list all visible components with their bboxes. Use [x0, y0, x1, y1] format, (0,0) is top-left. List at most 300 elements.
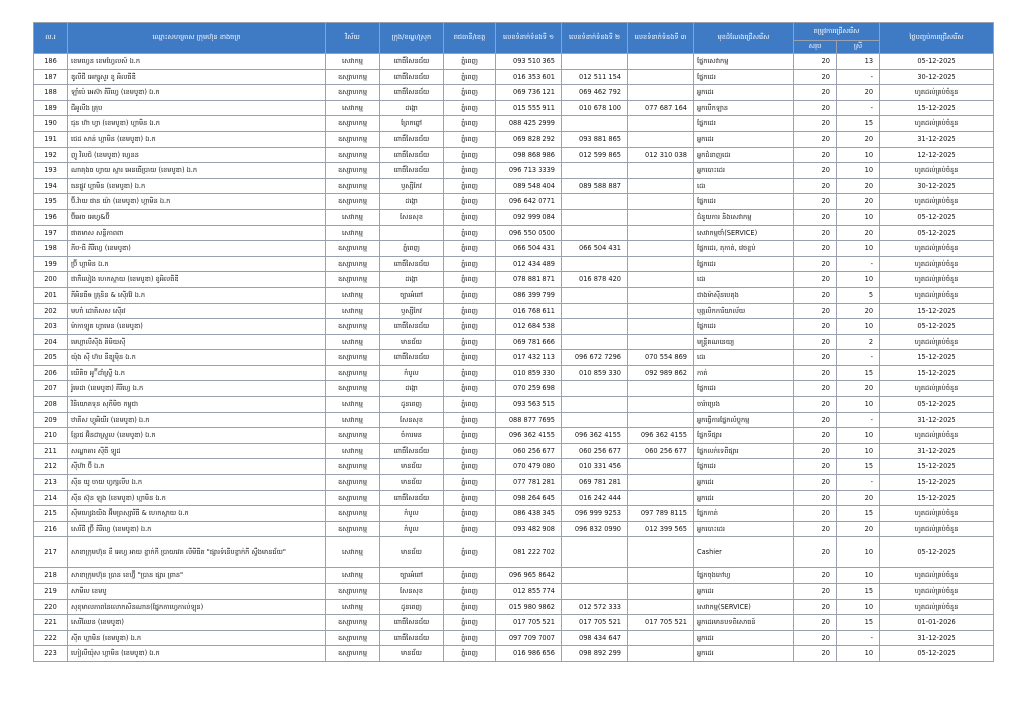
district-cell: ឫស្សីកែវ [380, 303, 444, 319]
province-cell: ភ្នំពេញ [444, 397, 496, 413]
female-needed-cell: - [837, 69, 880, 85]
district-cell: ព្រែកព្នៅ [380, 116, 444, 132]
table-row [34, 506, 994, 522]
position-cell: អ្នកជំនាញដេរ [694, 147, 794, 163]
province-cell: ភ្នំពេញ [444, 350, 496, 366]
category-cell: សេវាកម្ម [326, 54, 380, 70]
category-cell: ឧស្សាហកម្ម [326, 69, 380, 85]
row-number: 216 [34, 521, 68, 537]
district-cell: ច្បារអំពៅ [380, 287, 444, 303]
category-cell: សេវាកម្ម [326, 443, 380, 459]
phone-1-cell: 086 438 345 [496, 506, 562, 522]
district-cell: កំបូល [380, 365, 444, 381]
company-name-cell: សណ្ឋាគារ ស៊ីធី ឡូដ [68, 443, 326, 459]
province-cell: ភ្នំពេញ [444, 630, 496, 646]
total-needed-cell: 20 [794, 381, 837, 397]
category-cell: ឧស្សាហកម្ម [326, 490, 380, 506]
phone-1-cell: 012 684 538 [496, 319, 562, 335]
row-number: 209 [34, 412, 68, 428]
total-needed-cell: 20 [794, 334, 837, 350]
phone-3-cell [628, 334, 694, 350]
total-needed-cell: 20 [794, 475, 837, 491]
total-needed-cell: 20 [794, 225, 837, 241]
row-number: 194 [34, 178, 68, 194]
province-cell: ភ្នំពេញ [444, 334, 496, 350]
position-cell: ផ្នែកកាត់ [694, 506, 794, 522]
deadline-cell: 15-12-2025 [880, 490, 994, 506]
phone-1-cell: 070 479 080 [496, 459, 562, 475]
phone-1-cell: 069 781 666 [496, 334, 562, 350]
company-name-cell: ធនផ្លូវ ហ្គាមិន (ខេមបូឌា) ឯ.ក [68, 178, 326, 194]
total-needed-cell: 20 [794, 163, 837, 179]
company-name-cell: យ៉ុង ស៊ី ហ៊ប នីឌ្យូម៉ិន ឯ.ក [68, 350, 326, 366]
total-needed-cell: 20 [794, 194, 837, 210]
province-cell: ភ្នំពេញ [444, 147, 496, 163]
position-cell: ចារ៉ាប្រេង [694, 397, 794, 413]
phone-1-cell: 078 881 871 [496, 272, 562, 288]
district-cell: ពោធិ៍សែនជ័យ [380, 490, 444, 506]
table-row [34, 428, 994, 444]
total-needed-cell: 20 [794, 241, 837, 257]
category-cell: ឧស្សាហកម្ម [326, 506, 380, 522]
female-needed-cell: 15 [837, 584, 880, 600]
phone-2-cell [562, 225, 628, 241]
phone-2-cell: 060 256 677 [562, 443, 628, 459]
district-cell: ពោធិ៍សែនជ័យ [380, 256, 444, 272]
phone-1-cell: 093 482 908 [496, 521, 562, 537]
district-cell: មានជ័យ [380, 646, 444, 662]
phone-1-cell: 092 999 084 [496, 209, 562, 225]
province-cell: ភ្នំពេញ [444, 506, 496, 522]
company-name-cell: ស៊ីត ហ្គាមិន (ខេមបូឌា) ឯ.ក [68, 630, 326, 646]
female-needed-cell: 10 [837, 241, 880, 257]
deadline-cell: ហូតដល់គ្រប់ចំនួន [880, 521, 994, 537]
phone-2-cell [562, 287, 628, 303]
company-name-cell: ឌូលីជី អេក្សូសួរ ខូ អិលធីឌី [68, 69, 326, 85]
company-name-cell: សាខាក្រុមហ៊ុន ខឹ អេហ្វ អាយ ខ្ទាក់កី ប្រាយវេត លីមីធីត "ផ្សារទំនើបខ្ទាក់កី ស្ទឹងមានជ័យ" [68, 537, 326, 568]
job-listing-page [33, 22, 993, 662]
category-cell: ឧស្សាហកម្ម [326, 365, 380, 381]
category-cell: ឧស្សាហកម្ម [326, 459, 380, 475]
position-cell: អ្នកបើកឡាន [694, 100, 794, 116]
deadline-cell: ហូតដល់គ្រប់ចំនួន [880, 163, 994, 179]
category-cell: ឧស្សាហកម្ម [326, 630, 380, 646]
phone-2-cell [562, 116, 628, 132]
row-number: 222 [34, 630, 68, 646]
table-row [34, 116, 994, 132]
category-cell: ឧស្សាហកម្ម [326, 272, 380, 288]
district-cell: ពោធិ៍សែនជ័យ [380, 350, 444, 366]
deadline-cell: 31-12-2025 [880, 443, 994, 459]
deadline-cell: 05-12-2025 [880, 54, 994, 70]
total-needed-cell: 20 [794, 54, 837, 70]
district-cell: ដូនពេញ [380, 599, 444, 615]
phone-1-cell: 093 563 515 [496, 397, 562, 413]
company-name-cell: សាមីល ខេមបូ [68, 584, 326, 600]
phone-2-cell [562, 568, 628, 584]
phone-3-cell [628, 568, 694, 584]
header-position: មុខដំណែងជ្រើសរើស [694, 23, 794, 54]
deadline-cell: 31-12-2025 [880, 630, 994, 646]
deadline-cell: 05-12-2025 [880, 225, 994, 241]
female-needed-cell: 20 [837, 85, 880, 101]
row-number: 190 [34, 116, 68, 132]
total-needed-cell: 20 [794, 490, 837, 506]
deadline-cell: 05-12-2025 [880, 646, 994, 662]
phone-2-cell [562, 163, 628, 179]
province-cell: ភ្នំពេញ [444, 490, 496, 506]
deadline-cell: ហូតដល់គ្រប់ចំនួន [880, 241, 994, 257]
row-number: 213 [34, 475, 68, 491]
phone-2-cell: 069 781 281 [562, 475, 628, 491]
province-cell: ភ្នំពេញ [444, 599, 496, 615]
category-cell: ឧស្សាហកម្ម [326, 381, 380, 397]
female-needed-cell: 15 [837, 116, 880, 132]
row-number: 223 [34, 646, 68, 662]
table-row [34, 365, 994, 381]
phone-1-cell: 016 353 601 [496, 69, 562, 85]
table-row [34, 381, 994, 397]
phone-1-cell: 012 855 774 [496, 584, 562, 600]
female-needed-cell: 10 [837, 163, 880, 179]
district-cell: ពោធិ៍សែនជ័យ [380, 319, 444, 335]
phone-3-cell [628, 225, 694, 241]
deadline-cell: ហូតដល់គ្រប់ចំនួន [880, 568, 994, 584]
province-cell: ភ្នំពេញ [444, 303, 496, 319]
table-row [34, 241, 994, 257]
position-cell: អ្នកដេរ [694, 131, 794, 147]
table-row [34, 599, 994, 615]
table-row [34, 630, 994, 646]
row-number: 186 [34, 54, 68, 70]
total-needed-cell: 20 [794, 568, 837, 584]
category-cell: ឧស្សាហកម្ម [326, 131, 380, 147]
phone-3-cell [628, 646, 694, 662]
deadline-cell: 15-12-2025 [880, 365, 994, 381]
phone-1-cell: 086 399 799 [496, 287, 562, 303]
total-needed-cell: 20 [794, 615, 837, 631]
female-needed-cell: 10 [837, 319, 880, 335]
header-phone-1: លេខទំនាក់ទំនងទី ១ [496, 23, 562, 54]
phone-1-cell: 096 642 0771 [496, 194, 562, 210]
position-cell: អ្នកដេរ [694, 475, 794, 491]
position-cell: ដេរ [694, 178, 794, 194]
female-needed-cell: 10 [837, 209, 880, 225]
phone-1-cell: 016 768 611 [496, 303, 562, 319]
phone-1-cell: 081 222 702 [496, 537, 562, 568]
table-row [34, 225, 994, 241]
table-row [34, 131, 994, 147]
company-name-cell: ជុន ហ៊ា ហ្វា (ខេមបូឌា) ហ្គាមិន ឯ.ក [68, 116, 326, 132]
total-needed-cell: 20 [794, 303, 837, 319]
province-cell: ភ្នំពេញ [444, 241, 496, 257]
company-name-cell: ប៊ី.វ៉ាយ ផាន យ៉ា (ខេមបូឌា) ហ្គាមិន ឯ.ក [68, 194, 326, 210]
district-cell: ពោធិ៍សែនជ័យ [380, 443, 444, 459]
row-number: 217 [34, 537, 68, 568]
province-cell: ភ្នំពេញ [444, 521, 496, 537]
table-row [34, 397, 994, 413]
position-cell: ជាងម៉ាស៊ីនបេតុង [694, 287, 794, 303]
province-cell: ភ្នំពេញ [444, 272, 496, 288]
position-cell: ផ្នែកចុងភៅហ្វ [694, 568, 794, 584]
deadline-cell: ហូតដល់គ្រប់ចំនួន [880, 506, 994, 522]
phone-3-cell: 096 362 4155 [628, 428, 694, 444]
total-needed-cell: 20 [794, 365, 837, 381]
phone-2-cell: 016 878 420 [562, 272, 628, 288]
phone-2-cell: 010 859 330 [562, 365, 628, 381]
category-cell: ឧស្សាហកម្ម [326, 241, 380, 257]
category-cell: ឧស្សាហកម្ម [326, 256, 380, 272]
female-needed-cell: 15 [837, 365, 880, 381]
table-row [34, 568, 994, 584]
phone-3-cell [628, 178, 694, 194]
table-row [34, 459, 994, 475]
district-cell: សែនសុខ [380, 584, 444, 600]
female-needed-cell: 20 [837, 381, 880, 397]
company-name-cell: ផាតមាស សន្តិភាពពា [68, 225, 326, 241]
row-number: 208 [34, 397, 68, 413]
deadline-cell: 15-12-2025 [880, 100, 994, 116]
table-row [34, 147, 994, 163]
company-name-cell: ភីអិនធីឲ គ្រុនិន & ស៊ើរវ៉ែ ឯ.ក [68, 287, 326, 303]
phone-2-cell [562, 381, 628, 397]
phone-3-cell [628, 241, 694, 257]
total-needed-cell: 20 [794, 256, 837, 272]
category-cell: ឧស្សាហកម្ម [326, 475, 380, 491]
position-cell: អ្នកធ្វើការផ្នែកលំប្លុកម្ម [694, 412, 794, 428]
phone-3-cell: 012 399 565 [628, 521, 694, 537]
position-cell: Cashier [694, 537, 794, 568]
company-name-cell: ប៊ីអេច អេហ្វ&ប៊ី [68, 209, 326, 225]
job-listing-table [33, 22, 994, 662]
header-province: រាជធានី/ខេត្ត [444, 23, 496, 54]
table-row [34, 54, 994, 70]
district-cell: សែនសុខ [380, 209, 444, 225]
phone-3-cell [628, 599, 694, 615]
row-number: 187 [34, 69, 68, 85]
phone-1-cell: 088 877 7695 [496, 412, 562, 428]
company-name-cell: ស៊ីមហ្សេងយិង អ៊ីមព្រស្សារីធី & ហេកស្តាយ ឯ.ក [68, 506, 326, 522]
phone-2-cell [562, 54, 628, 70]
total-needed-cell: 20 [794, 443, 837, 459]
row-number: 214 [34, 490, 68, 506]
phone-3-cell [628, 475, 694, 491]
row-number: 201 [34, 287, 68, 303]
female-needed-cell: - [837, 256, 880, 272]
district-cell: ពោធិ៍សែនជ័យ [380, 147, 444, 163]
phone-2-cell: 016 242 444 [562, 490, 628, 506]
position-cell: ផ្នែកដេរ [694, 381, 794, 397]
phone-1-cell: 060 256 677 [496, 443, 562, 459]
position-cell: អ្នកដេរ [694, 85, 794, 101]
province-cell: ភ្នំពេញ [444, 365, 496, 381]
company-name-cell: វិនិយោគទុន សុភីមិច កម្ពុជា [68, 397, 326, 413]
category-cell: ឧស្សាហកម្ម [326, 178, 380, 194]
district-cell: ឫស្សីកែវ [380, 178, 444, 194]
category-cell: ឧស្សាហកម្ម [326, 350, 380, 366]
position-cell: ជំនួយការ និងសេវាកម្ម [694, 209, 794, 225]
company-name-cell: ស៊ីហ៊ា ប៊ី ឯ.ក [68, 459, 326, 475]
position-cell: សេវាកម្មថាំ(SERVICE) [694, 225, 794, 241]
phone-3-cell [628, 287, 694, 303]
phone-2-cell: 096 832 0990 [562, 521, 628, 537]
company-name-cell: ញូ វិលជ៍ (ខេមបូឌា) ហ្វេនន [68, 147, 326, 163]
female-needed-cell: - [837, 100, 880, 116]
phone-2-cell: 010 331 456 [562, 459, 628, 475]
phone-1-cell: 098 868 986 [496, 147, 562, 163]
phone-3-cell: 097 789 8115 [628, 506, 694, 522]
total-needed-cell: 20 [794, 116, 837, 132]
total-needed-cell: 20 [794, 319, 837, 335]
company-name-cell: សេរីឈែន (ខេមបូឌា) [68, 615, 326, 631]
position-cell: អ្នកបោះដេរ [694, 163, 794, 179]
female-needed-cell: 10 [837, 272, 880, 288]
female-needed-cell: 20 [837, 178, 880, 194]
phone-3-cell [628, 537, 694, 568]
female-needed-cell: 10 [837, 568, 880, 584]
district-cell: ច្បារអំពៅ [380, 568, 444, 584]
deadline-cell: 30-12-2025 [880, 69, 994, 85]
table-row [34, 100, 994, 116]
phone-3-cell [628, 209, 694, 225]
phone-3-cell [628, 630, 694, 646]
female-needed-cell: 5 [837, 287, 880, 303]
female-needed-cell: - [837, 630, 880, 646]
district-cell: សែនសុខ [380, 412, 444, 428]
phone-2-cell [562, 319, 628, 335]
category-cell: សេវាកម្ម [326, 599, 380, 615]
female-needed-cell: 10 [837, 147, 880, 163]
district-cell: ពោធិ៍សែនជ័យ [380, 85, 444, 101]
phone-3-cell [628, 490, 694, 506]
phone-1-cell: 015 980 9862 [496, 599, 562, 615]
total-needed-cell: 20 [794, 100, 837, 116]
deadline-cell: ហូតដល់គ្រប់ចំនួន [880, 116, 994, 132]
deadline-cell: 05-12-2025 [880, 537, 994, 568]
company-name-cell: មហាំ ដោគិសស ស៊ើរវ [68, 303, 326, 319]
phone-1-cell: 070 259 698 [496, 381, 562, 397]
position-cell: អ្នកបោះដេរ [694, 521, 794, 537]
province-cell: ភ្នំពេញ [444, 568, 496, 584]
header-company-name: ឈ្មោះសហគ្រាស ក្រុមហ៊ុន ខាងចក្រ [68, 23, 326, 54]
category-cell: ឧស្សាហកម្ម [326, 147, 380, 163]
female-needed-cell: 10 [837, 443, 880, 459]
province-cell: ភ្នំពេញ [444, 646, 496, 662]
province-cell: ភ្នំពេញ [444, 225, 496, 241]
total-needed-cell: 20 [794, 69, 837, 85]
deadline-cell: 05-12-2025 [880, 319, 994, 335]
province-cell: ភ្នំពេញ [444, 287, 496, 303]
total-needed-cell: 20 [794, 350, 837, 366]
phone-2-cell [562, 334, 628, 350]
header-needed: តម្រូវការជ្រើសរើស [794, 23, 880, 41]
province-cell: ភ្នំពេញ [444, 116, 496, 132]
province-cell: ភ្នំពេញ [444, 319, 496, 335]
phone-3-cell [628, 381, 694, 397]
district-cell: ពោធិ៍សែនជ័យ [380, 630, 444, 646]
row-number: 202 [34, 303, 68, 319]
phone-1-cell: 015 555 911 [496, 100, 562, 116]
table-row [34, 475, 994, 491]
phone-3-cell [628, 459, 694, 475]
table-row [34, 272, 994, 288]
position-cell: មន្ត្រីគណនេយ្យ [694, 334, 794, 350]
deadline-cell: 31-12-2025 [880, 131, 994, 147]
district-cell: ដង្កោ [380, 381, 444, 397]
category-cell: សេវាកម្ម [326, 334, 380, 350]
company-name-cell: រ៉ូមេដា (ខេមបូឌា) គីរីហ្វេ ឯ.ក [68, 381, 326, 397]
header-female: ស្រី [837, 41, 880, 54]
female-needed-cell: 20 [837, 131, 880, 147]
phone-2-cell: 096 999 9253 [562, 506, 628, 522]
position-cell: ផ្នែកដេរ [694, 459, 794, 475]
category-cell: ឧស្សាហកម្ម [326, 194, 380, 210]
company-name-cell: សុខុមាលភាពនៃលោកសិនណាន(ផ្នែកកាហ្វេកាល់ឡុន) [68, 599, 326, 615]
district-cell: ចំការមន [380, 428, 444, 444]
header-category: វិស័យ [326, 23, 380, 54]
row-number: 211 [34, 443, 68, 459]
company-name-cell: ប្រ៊ី ហ្គាមិន ឯ.ក [68, 256, 326, 272]
table-row [34, 69, 994, 85]
district-cell: ភ្នំពេញ [380, 241, 444, 257]
district-cell: មានជ័យ [380, 475, 444, 491]
company-name-cell: ស៊ីន ស៊ុន ឡុង (ខេមបូឌា) ហ្គាមិន ឯ.ក [68, 490, 326, 506]
deadline-cell: 05-12-2025 [880, 209, 994, 225]
category-cell: សេវាកម្ម [326, 537, 380, 568]
table-row [34, 490, 994, 506]
total-needed-cell: 20 [794, 630, 837, 646]
province-cell: ភ្នំពេញ [444, 85, 496, 101]
category-cell: សេវាកម្ម [326, 209, 380, 225]
phone-1-cell: 088 425 2999 [496, 116, 562, 132]
district-cell: កំបូល [380, 521, 444, 537]
phone-3-cell [628, 54, 694, 70]
female-needed-cell: - [837, 475, 880, 491]
phone-3-cell [628, 272, 694, 288]
table-row [34, 521, 994, 537]
phone-2-cell [562, 209, 628, 225]
total-needed-cell: 20 [794, 599, 837, 615]
table-row [34, 319, 994, 335]
province-cell: ភ្នំពេញ [444, 209, 496, 225]
female-needed-cell: 20 [837, 303, 880, 319]
phone-2-cell: 096 672 7296 [562, 350, 628, 366]
position-cell: ដេរ [694, 350, 794, 366]
phone-2-cell: 098 892 299 [562, 646, 628, 662]
phone-2-cell: 012 599 865 [562, 147, 628, 163]
category-cell: ឧស្សាហកម្ម [326, 116, 380, 132]
phone-3-cell [628, 584, 694, 600]
phone-2-cell: 066 504 431 [562, 241, 628, 257]
category-cell: សេវាកម្ម [326, 412, 380, 428]
table-row [34, 256, 994, 272]
phone-2-cell: 017 705 521 [562, 615, 628, 631]
phone-1-cell: 093 510 365 [496, 54, 562, 70]
deadline-cell: ហូតដល់គ្រប់ចំនួន [880, 287, 994, 303]
company-name-cell: ម៉ាកាឡូត ហ្វាមេន (ខេមបូឌា) [68, 319, 326, 335]
female-needed-cell: 20 [837, 490, 880, 506]
deadline-cell: ហូតដល់គ្រប់ចំនួន [880, 381, 994, 397]
category-cell: សេវាកម្ម [326, 225, 380, 241]
female-needed-cell: - [837, 350, 880, 366]
row-number: 218 [34, 568, 68, 584]
phone-3-cell [628, 85, 694, 101]
table-row [34, 646, 994, 662]
phone-1-cell: 017 432 113 [496, 350, 562, 366]
header-phone-2: លេខទំនាក់ទំនងទី ២ [562, 23, 628, 54]
table-row [34, 537, 994, 568]
phone-3-cell [628, 131, 694, 147]
